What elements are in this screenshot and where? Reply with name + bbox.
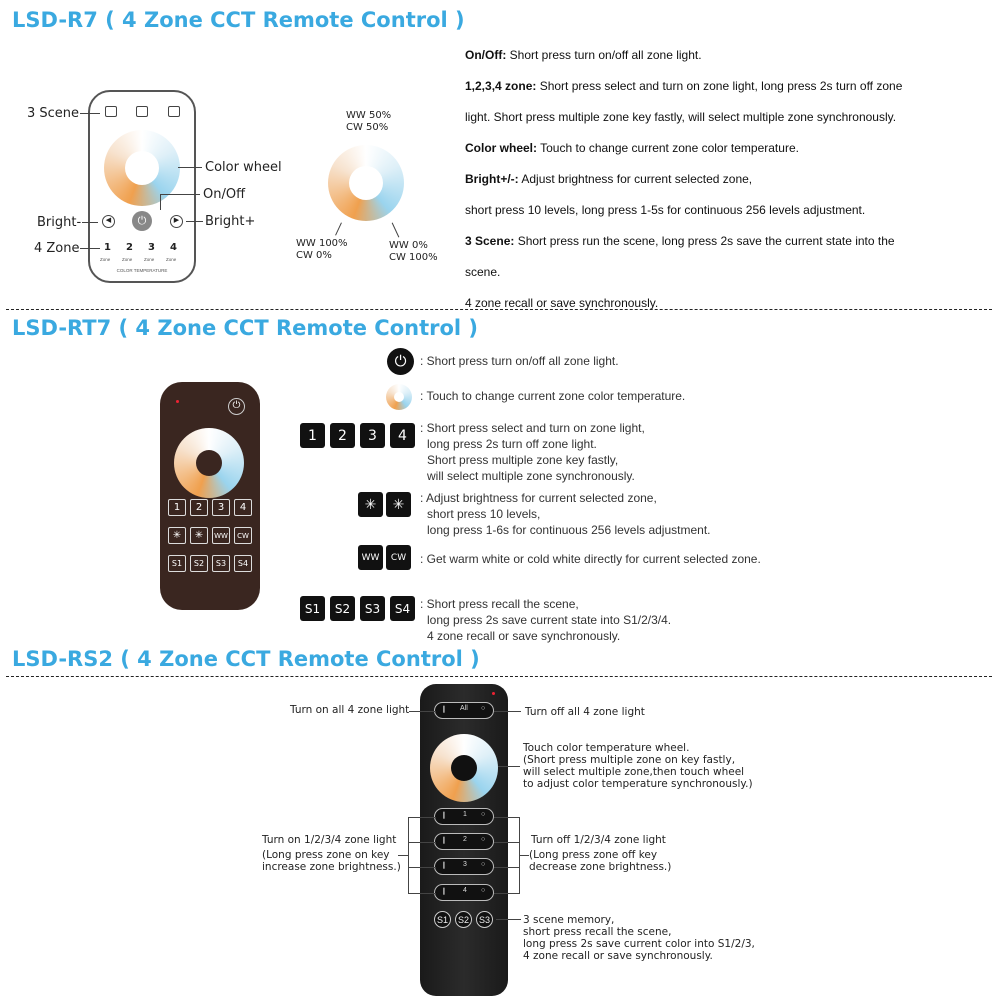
rt7-desc-scene-2: long press 2s save current state into S1/2/3/4.	[427, 613, 672, 627]
r7-title: LSD-R7 ( 4 Zone CCT Remote Control )	[12, 8, 465, 32]
rt7-remote-key-s3[interactable]: S3	[212, 555, 230, 572]
r7-desc-line	[465, 71, 985, 102]
r7-callout-zone: 4 Zone	[34, 241, 80, 256]
rs2-label-zone-on-3: increase zone brightness.)	[262, 861, 401, 873]
r7-wheel-left-ww: WW 100%	[296, 238, 348, 249]
rs2-scene-key-1[interactable]: S1	[434, 911, 451, 928]
rt7-scene-key-3: S3	[360, 596, 385, 621]
rs2-label-wheel-1: Touch color temperature wheel.	[523, 742, 690, 754]
rt7-desc-zone-4: will select multiple zone synchronously.	[427, 469, 635, 483]
r7-desc-text: Adjust brightness for current selected zone,	[518, 172, 753, 186]
r7-callout-scene: 3 Scene	[27, 106, 80, 121]
r7-desc-line	[465, 195, 985, 226]
rt7-remote-key-s1[interactable]: S1	[168, 555, 186, 572]
r7-desc-text: Short press select and turn on zone light, long press 2s turn off zone	[536, 79, 903, 93]
r7-bright-minus-button[interactable]: ◀	[102, 215, 115, 228]
r7-zone-key-4[interactable]: 4	[170, 242, 177, 253]
rt7-bright-down-key: ✳	[358, 492, 383, 517]
rs2-label-zone-off-2: (Long press zone off key	[529, 849, 658, 861]
rs2-label-wheel-2: (Short press multiple zone on key fastly,	[523, 754, 736, 766]
r7-wheel-right-cw: CW 100%	[389, 252, 438, 263]
rt7-desc-zone-2: long press 2s turn off zone light.	[427, 437, 597, 451]
rs2-zone-key-4[interactable]: ❙ 4 ○	[434, 884, 494, 901]
rt7-desc-scene-3: 4 zone recall or save synchronously.	[427, 629, 621, 643]
rt7-remote-key-ww[interactable]: WW	[212, 527, 230, 544]
rs2-label-scene-2: short press recall the scene,	[523, 926, 672, 938]
color-wheel-icon	[386, 384, 412, 410]
rs2-zone-label: 1	[463, 811, 467, 818]
rt7-remote-key-1[interactable]: 1	[168, 499, 186, 516]
rs2-label-scene-4: 4 zone recall or save synchronously.	[523, 950, 713, 962]
rt7-led-indicator	[176, 400, 179, 403]
r7-desc-text: Short press run the scene, long press 2s save the current state into the	[514, 234, 895, 248]
r7-callout-onoff: On/Off	[203, 187, 246, 202]
r7-desc-line	[465, 226, 985, 257]
rs2-title: LSD-RS2 ( 4 Zone CCT Remote Control )	[12, 647, 480, 671]
r7-desc-line	[465, 40, 985, 71]
r7-desc-label: On/Off:	[465, 48, 507, 62]
rt7-desc-bright-1: : Adjust brightness for current selected zone,	[420, 491, 657, 505]
rt7-color-wheel[interactable]	[174, 428, 244, 498]
rt7-zone-key-1: 1	[300, 423, 325, 448]
rt7-remote-key-bright-down[interactable]: ✳	[168, 527, 186, 544]
r7-desc-text: Touch to change current zone color temperature.	[537, 141, 799, 155]
rt7-desc-wheel: : Touch to change current zone color temperature.	[420, 389, 686, 403]
rs2-label-zone-on-2: (Long press zone on key	[262, 849, 390, 861]
rt7-bright-up-key: ✳	[386, 492, 411, 517]
rt7-remote-key-3[interactable]: 3	[212, 499, 230, 516]
rt7-remote	[160, 382, 260, 610]
rs2-label-all-off: Turn off all 4 zone light	[525, 706, 645, 718]
r7-desc-label: Bright+/-:	[465, 172, 519, 186]
rs2-zone-key-1[interactable]: ❙ 1 ○	[434, 808, 494, 825]
rs2-label-zone-off-1: Turn off 1/2/3/4 zone light	[531, 834, 666, 846]
r7-desc-text: Short press turn on/off all zone light.	[506, 48, 702, 62]
r7-wheel-right-ww: WW 0%	[389, 240, 428, 251]
r7-wheel-top-cw: CW 50%	[346, 122, 389, 133]
rt7-scene-key-2: S2	[330, 596, 355, 621]
rs2-scene-key-3[interactable]: S3	[476, 911, 493, 928]
r7-power-button[interactable]: ⏻	[132, 211, 152, 231]
rs2-all-key[interactable]: ❙ All ○	[434, 702, 494, 719]
r7-zone-sub-3: Zone	[144, 257, 155, 262]
rt7-desc-wwcw: : Get warm white or cold white directly for current selected zone.	[420, 552, 761, 566]
rt7-power-button[interactable]: ⏻	[228, 398, 245, 415]
rs2-label-scene-1: 3 scene memory,	[523, 914, 615, 926]
rs2-label-zone-on-1: Turn on 1/2/3/4 zone light	[262, 834, 397, 846]
rs2-zone-label: 2	[463, 836, 467, 843]
r7-zone-sub-4: Zone	[166, 257, 177, 262]
rt7-desc-power: : Short press turn on/off all zone light.	[420, 354, 619, 368]
r7-desc-text: scene.	[465, 265, 501, 279]
rt7-scene-key-4: S4	[390, 596, 415, 621]
r7-desc-line	[465, 133, 985, 164]
r7-desc-text: short press 10 levels, long press 1-5s for continuous 256 levels adjustment.	[465, 203, 866, 217]
r7-remote-footer: COLOR TEMPERATURE	[116, 268, 168, 273]
r7-zone-key-2[interactable]: 2	[126, 242, 133, 253]
rs2-label-all-on: Turn on all 4 zone light	[290, 704, 410, 716]
r7-desc-line	[465, 102, 985, 133]
rt7-ww-key: WW	[358, 545, 383, 570]
r7-zone-sub-2: Zone	[122, 257, 133, 262]
rt7-zone-key-3: 3	[360, 423, 385, 448]
r7-desc-line	[465, 164, 985, 195]
rs2-label-wheel-4: to adjust color temperature synchronously.)	[523, 778, 753, 790]
r7-zone-sub-1: Zone	[100, 257, 111, 262]
rt7-desc-zone-3: Short press multiple zone key fastly,	[427, 453, 619, 467]
r7-scene-key-3[interactable]	[168, 106, 180, 117]
r7-desc-text: light. Short press multiple zone key fastly, will select multiple zone synchronously.	[465, 110, 897, 124]
r7-remote	[88, 90, 196, 283]
r7-scene-key-2[interactable]	[136, 106, 148, 117]
power-icon: ⏻	[387, 348, 414, 375]
rs2-zone-label: 3	[463, 861, 467, 868]
r7-desc-line	[465, 288, 985, 319]
r7-desc-text: 4 zone recall or save synchronously.	[465, 296, 659, 310]
r7-wheel-top-ww: WW 50%	[346, 110, 392, 121]
rs2-zone-label: 4	[463, 887, 467, 894]
r7-zone-key-3[interactable]: 3	[148, 242, 155, 253]
rt7-desc-bright-2: short press 10 levels,	[427, 507, 541, 521]
rt7-zone-key-2: 2	[330, 423, 355, 448]
r7-zone-key-1[interactable]: 1	[104, 242, 111, 253]
r7-callout-color-wheel: Color wheel	[205, 160, 282, 175]
rs2-zone-key-3[interactable]: ❙ 3 ○	[434, 858, 494, 875]
rt7-remote-key-s4[interactable]: S4	[234, 555, 252, 572]
rt7-remote-key-4[interactable]: 4	[234, 499, 252, 516]
rt7-remote-key-bright-up[interactable]: ✳	[190, 527, 208, 544]
rs2-label-wheel-3: will select multiple zone,then touch wheel	[523, 766, 745, 778]
rt7-scene-key-1: S1	[300, 596, 325, 621]
section-divider	[6, 676, 992, 677]
rs2-color-wheel[interactable]	[430, 734, 498, 802]
rt7-remote-key-s2[interactable]: S2	[190, 555, 208, 572]
rt7-desc-scene-1: : Short press recall the scene,	[420, 597, 579, 611]
r7-desc-label: 3 Scene:	[465, 234, 515, 248]
rs2-zone-key-2[interactable]: ❙ 2 ○	[434, 833, 494, 850]
section-divider	[6, 309, 992, 310]
r7-callout-bright-plus: Bright+	[205, 214, 256, 229]
rt7-remote-key-cw[interactable]: CW	[234, 527, 252, 544]
r7-scene-key-1[interactable]	[105, 106, 117, 117]
r7-desc-label: 1,2,3,4 zone:	[465, 79, 537, 93]
rs2-label-zone-off-3: decrease zone brightness.)	[529, 861, 672, 873]
rt7-cw-key: CW	[386, 545, 411, 570]
r7-bright-plus-button[interactable]: ▶	[170, 215, 183, 228]
rt7-remote-key-2[interactable]: 2	[190, 499, 208, 516]
r7-wheel-diagram	[328, 145, 404, 221]
r7-wheel-left-cw: CW 0%	[296, 250, 332, 261]
rs2-all-label: All	[460, 705, 468, 712]
rt7-desc-bright-3: long press 1-6s for continuous 256 levels adjustment.	[427, 523, 711, 537]
r7-desc-line	[465, 257, 985, 288]
r7-description	[465, 40, 985, 319]
r7-callout-bright-minus: Bright-	[37, 215, 82, 230]
rt7-desc-zone-1: : Short press select and turn on zone light,	[420, 421, 645, 435]
rs2-led-indicator	[492, 692, 495, 695]
rt7-title: LSD-RT7 ( 4 Zone CCT Remote Control )	[12, 316, 478, 340]
rs2-scene-key-2[interactable]: S2	[455, 911, 472, 928]
rt7-zone-key-4: 4	[390, 423, 415, 448]
rs2-label-scene-3: long press 2s save current color into S1/2/3,	[523, 938, 755, 950]
r7-desc-label: Color wheel:	[465, 141, 538, 155]
